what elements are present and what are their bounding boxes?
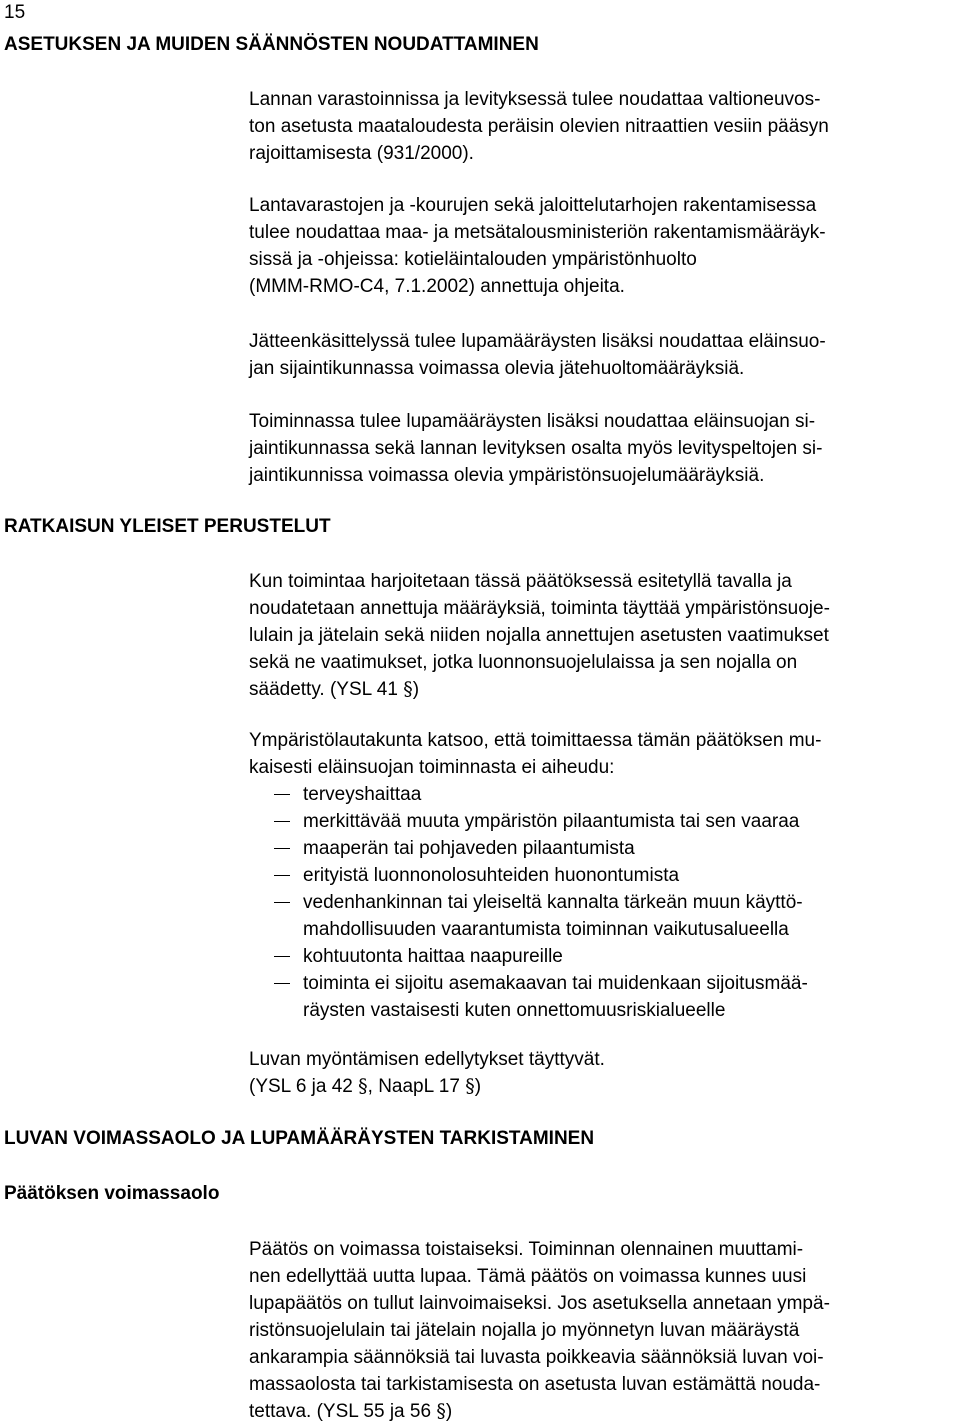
text-segment: säädetty. (YSL 41 (249, 679, 404, 700)
dash-bullet-icon (274, 821, 290, 822)
paragraph-waste (249, 328, 959, 382)
list-item-text: toiminta ei sijoitu asemakaavan tai muidenkaan sijoitusmää- (303, 973, 808, 994)
text-line: Ympäristölautakunta katsoo, että toimittaessa tämän päätöksen mu- (249, 730, 822, 751)
section-sign: § (358, 1075, 368, 1097)
list-item (249, 889, 959, 943)
paragraph-committee (249, 727, 959, 781)
section-sign: § (403, 678, 413, 700)
text-line: jaintikunnassa sekä lannan levityksen osalta myös levityspeltojen si- (249, 438, 823, 459)
section-sign: § (436, 1400, 446, 1422)
text-line: Päätös on voimassa toistaiseksi. Toiminnan olennainen muuttami- (249, 1239, 804, 1260)
text-line: ankarampia säännöksiä tai luvasta poikkeavia säännöksiä luvan voi- (249, 1347, 824, 1368)
text-line: (MMM-RMO-C4, 7.1.2002) annettuja ohjeita. (249, 276, 625, 297)
text-line: Jätteenkäsittelyssä tulee lupamääräysten lisäksi noudattaa eläinsuo- (249, 331, 826, 352)
text-segment: ) (445, 1401, 453, 1422)
paragraph-conclusion (249, 1046, 959, 1100)
dash-bullet-icon (274, 875, 290, 876)
list-item-text: merkittävää muuta ympäristön pilaantumista tai sen vaaraa (303, 811, 800, 832)
text-line (249, 1073, 959, 1100)
list-item (249, 943, 959, 970)
paragraph-validity (249, 1236, 959, 1425)
section-heading-rationale: RATKAISUN YLEISET PERUSTELUT (4, 516, 331, 537)
paragraph-compliance (249, 568, 959, 703)
text-line: ristönsuojelulain tai jätelain nojalla jo myönnetyn luvan määräystä (249, 1320, 800, 1341)
text-line: jaintikunnissa voimassa olevia ympäristönsuojelumääräyksiä. (249, 465, 765, 486)
section-sign: § (465, 1075, 475, 1097)
list-item-text: mahdollisuuden vaarantumista toiminnan vaikutusalueella (303, 919, 789, 940)
list-item (249, 808, 959, 835)
text-segment: tettava. (YSL 55 ja 56 (249, 1401, 437, 1422)
text-line: Lantavarastojen ja -kourujen sekä jaloittelutarhojen rakentamisessa (249, 195, 817, 216)
text-line: kaisesti eläinsuojan toiminnasta ei aiheudu: (249, 757, 615, 778)
list-item (249, 781, 959, 808)
list-item-text: kohtuutonta haittaa naapureille (303, 946, 563, 967)
section-heading-validity: LUVAN VOIMASSAOLO JA LUPAMÄÄRÄYSTEN TARKISTAMINEN (4, 1128, 595, 1149)
list-item-text: erityistä luonnonolosuhteiden huonontumista (303, 865, 680, 886)
dash-bullet-icon (274, 848, 290, 849)
dash-bullet-icon (274, 902, 290, 903)
text-line: lulain ja jätelain sekä niiden nojalla annettujen asetusten vaatimukset (249, 625, 829, 646)
text-line: sekä ne vaatimukset, jotka luonnonsuojelulaissa ja sen nojalla on (249, 652, 798, 673)
text-segment: ) (412, 679, 420, 700)
list-item-text: vedenhankinnan tai yleiseltä kannalta tärkeän muun käyttö- (303, 892, 803, 913)
text-line (249, 1398, 959, 1425)
text-segment: ) (474, 1076, 482, 1097)
text-line: ton asetusta maataloudesta peräisin olevien nitraattien vesiin pääsyn (249, 116, 829, 137)
impact-list (249, 781, 959, 1024)
dash-bullet-icon (274, 794, 290, 795)
text-line: Luvan myöntämisen edellytykset täyttyvät. (249, 1049, 605, 1070)
list-item (249, 835, 959, 862)
dash-bullet-icon (274, 956, 290, 957)
list-item (249, 862, 959, 889)
list-item-text: terveyshaittaa (303, 784, 422, 805)
text-line: tulee noudattaa maa- ja metsätalousministeriön rakentamismääräyk- (249, 222, 826, 243)
list-item-text: maaperän tai pohjaveden pilaantumista (303, 838, 635, 859)
text-line: jan sijaintikunnassa voimassa olevia jätehuoltomääräyksiä. (249, 358, 745, 379)
text-line: lupapäätös on tullut lainvoimaiseksi. Jos asetuksella annetaan ympä- (249, 1293, 830, 1314)
text-line: rajoittamisesta (931/2000). (249, 143, 474, 164)
text-line: noudatetaan annettuja määräyksiä, toiminta täyttää ympäristönsuoje- (249, 598, 830, 619)
page-number: 15 (4, 2, 26, 23)
text-segment: (YSL 6 ja 42 (249, 1076, 359, 1097)
dash-bullet-icon (274, 983, 290, 984)
paragraph-manure-storage (249, 86, 959, 167)
text-line: nen edellyttää uutta lupaa. Tämä päätös on voimassa kunnes uusi (249, 1266, 807, 1287)
text-line (249, 676, 959, 703)
subheading-decision-validity: Päätöksen voimassaolo (4, 1183, 220, 1204)
text-line: Kun toimintaa harjoitetaan tässä päätöksessä esitetyllä tavalla ja (249, 571, 792, 592)
paragraph-construction (249, 192, 959, 300)
text-segment: , NaapL 17 (367, 1076, 466, 1097)
paragraph-environmental-rules (249, 408, 959, 489)
list-item-text: räysten vastaisesti kuten onnettomuusriskialueelle (303, 1000, 726, 1021)
list-item (249, 970, 959, 1024)
text-line: Toiminnassa tulee lupamääräysten lisäksi noudattaa eläinsuojan si- (249, 411, 816, 432)
text-line: massaolosta tai tarkistamisesta on asetusta luvan estämättä nouda- (249, 1374, 821, 1395)
text-line: Lannan varastoinnissa ja levityksessä tulee noudattaa valtioneuvos- (249, 89, 821, 110)
section-heading-regulations: ASETUKSEN JA MUIDEN SÄÄNNÖSTEN NOUDATTAMINEN (4, 34, 539, 55)
text-line: sissä ja -ohjeissa: kotieläintalouden ympäristönhuolto (249, 249, 697, 270)
